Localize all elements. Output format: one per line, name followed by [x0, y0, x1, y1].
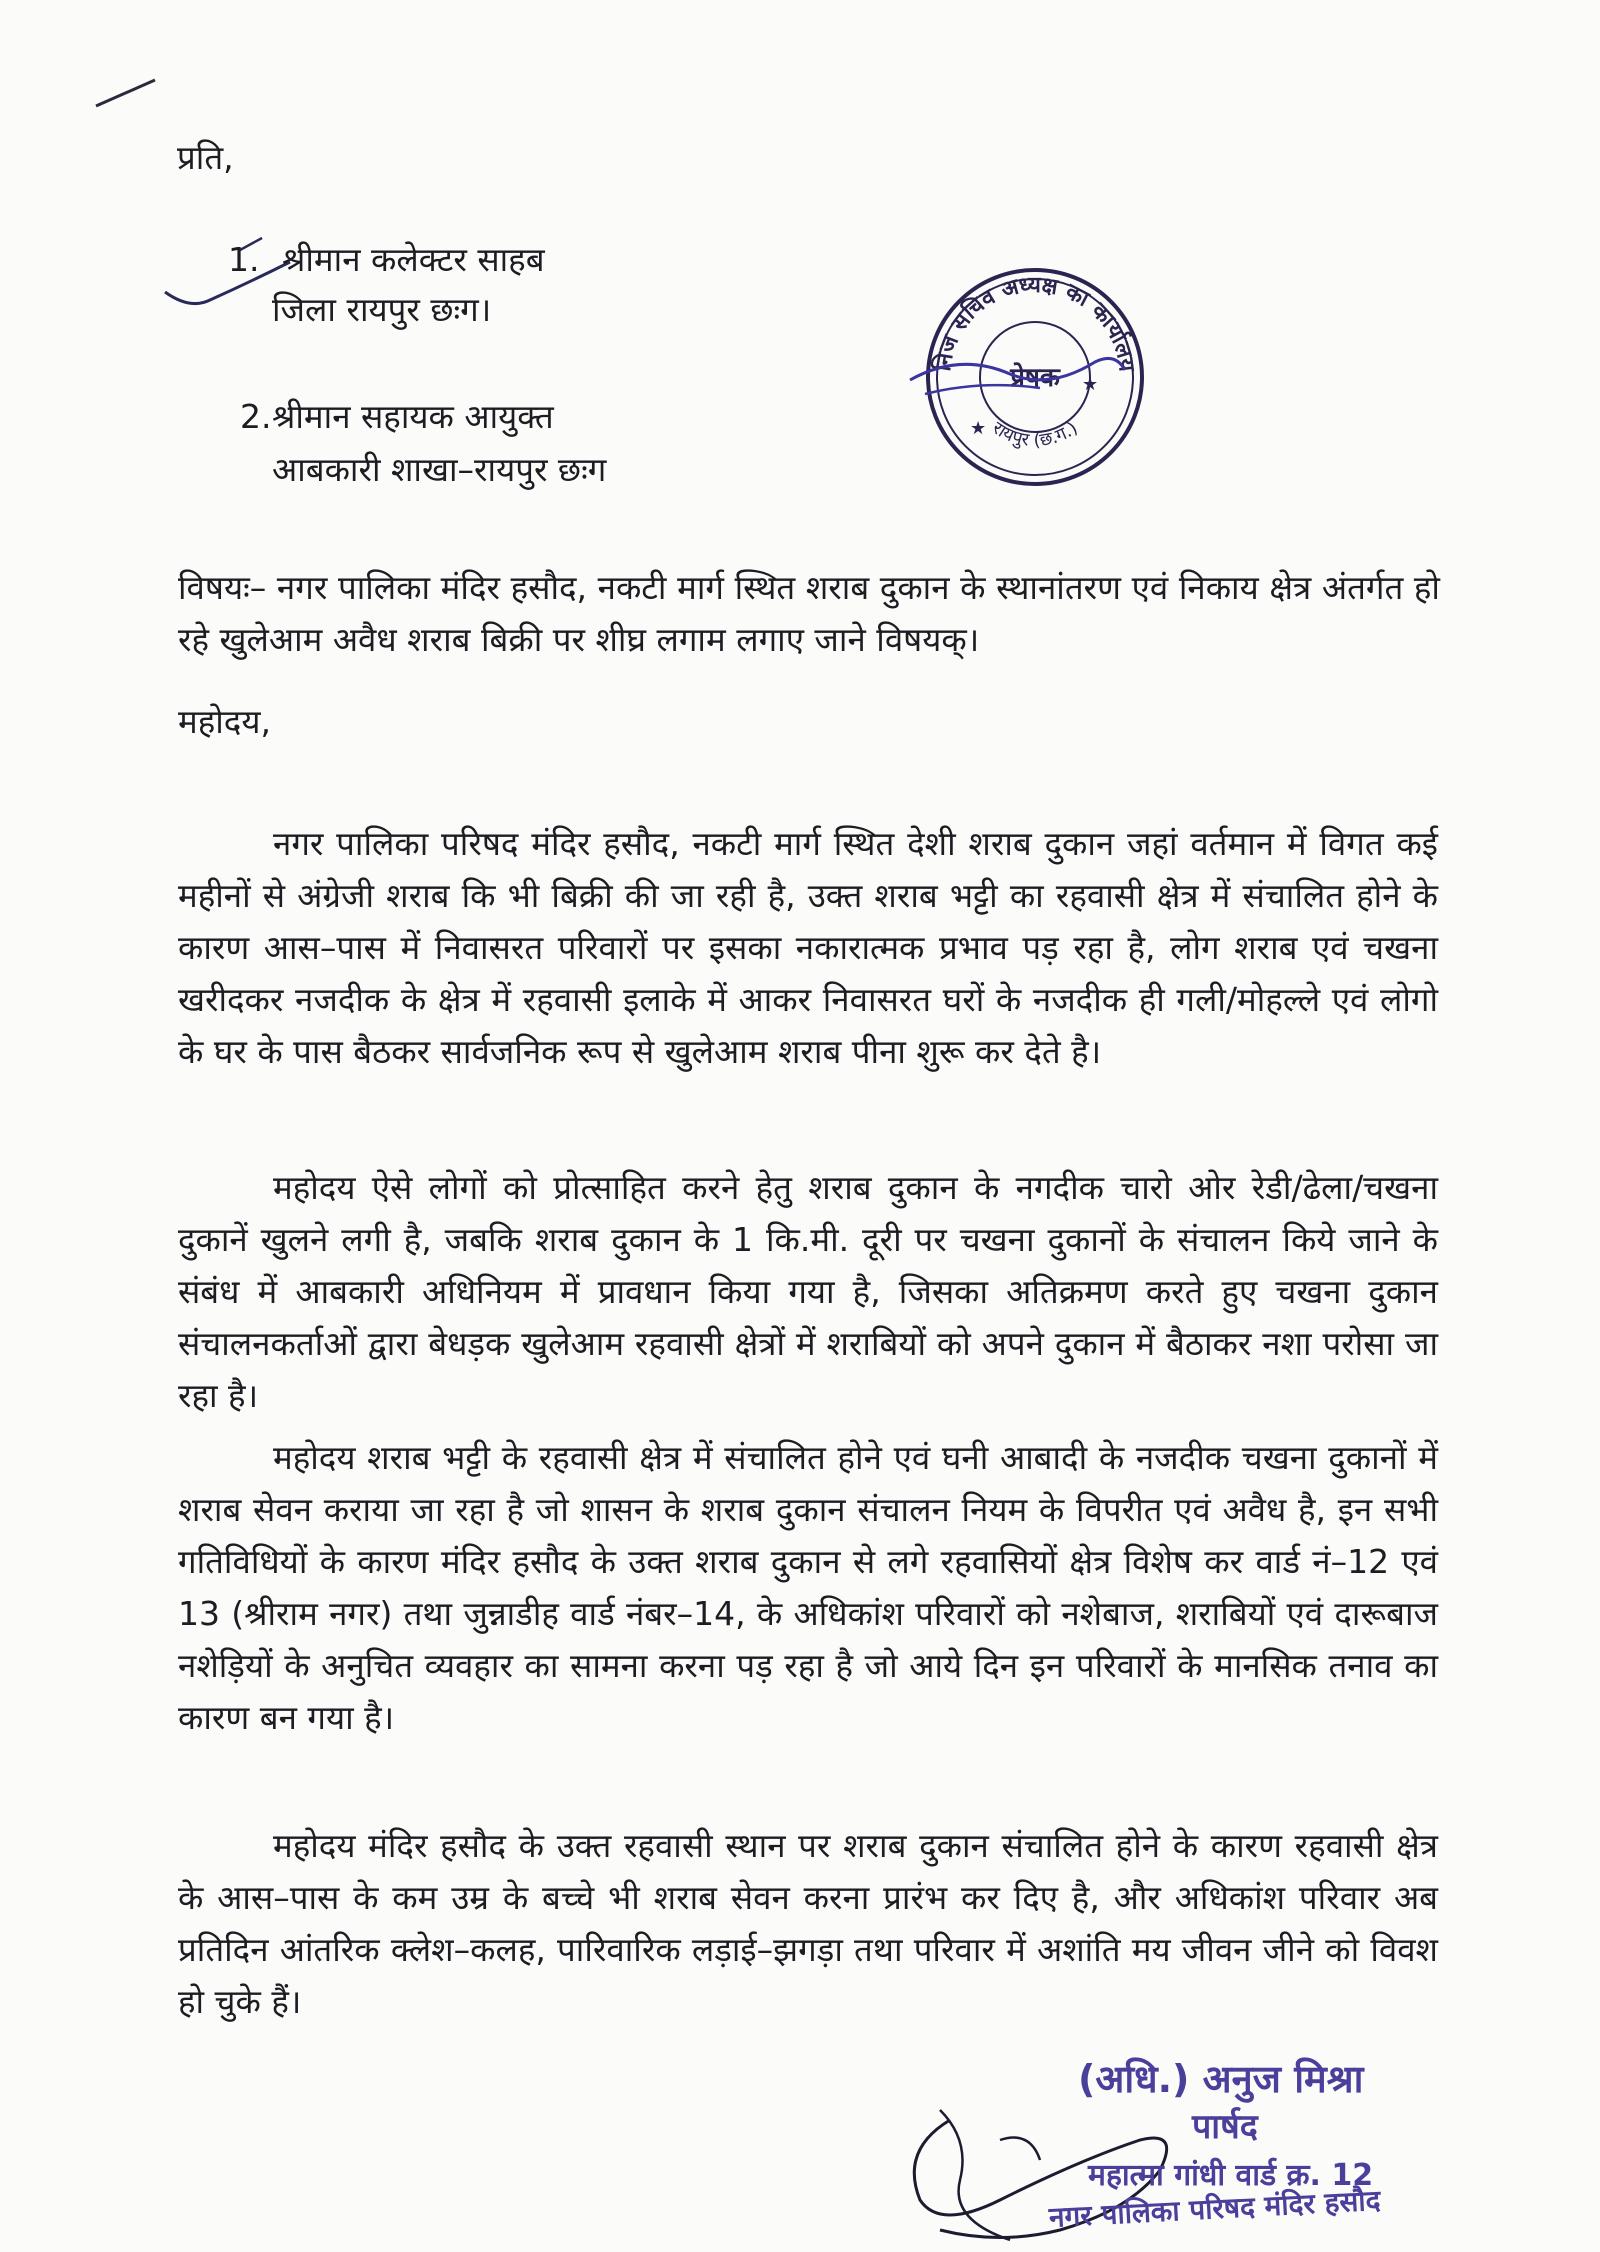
- seal-center-text: प्रेषक: [1010, 363, 1060, 393]
- seal-star-right: ★: [1082, 374, 1099, 395]
- subject-block: [178, 562, 1440, 666]
- body-paragraph-4: महोदय मंदिर हसौद के उक्त रहवासी स्थान पर शराब दुकान संचालित होने के कारण रहवासी क्षेत्र के आस–पास के कम उम्र के बच्चे भी शराब सेवन करना प्रारंभ कर दिए है, और अधिकांश परिवार अब प्रतिदिन आंतरिक क्लेश–कलह, पारिवारिक लड़ाई–झगड़ा तथा परिवार में अशांति मय जीवन जीने को विवश हो चुके हैं।: [178, 1826, 1438, 2021]
- recipient-2-number: 2.: [240, 397, 272, 436]
- recipient-1-line2: जिला रायपुर छःग।: [272, 290, 492, 329]
- subject-text: नगर पालिका मंदिर हसौद, नकटी मार्ग स्थित शराब दुकान के स्थानांतरण एवं निकाय क्षेत्र अंतर्गत हो रहे खुलेआम अवैध शराब बिक्री पर शीघ्र लगाम लगाए जाने विषयक्।: [178, 568, 1440, 659]
- recipient-2-line2: आबकारी शाखा–रायपुर छःग: [272, 450, 607, 489]
- subject-label: विषयः–: [178, 568, 267, 607]
- body-paragraph-1: नगर पालिका परिषद मंदिर हसौद, नकटी मार्ग स्थित देशी शराब दुकान जहां वर्तमान में विगत कई महीनों से अंग्रेजी शराब कि भी बिक्री की जा रही है, उक्त शराब भट्टी का रहवासी क्षेत्र में संचालित होने के कारण आस–पास में निवासरत परिवारों पर इसका नकारात्मक प्रभाव पड़ रहा है, लोग शराब एवं चखना खरीदकर नजदीक के क्षेत्र में रहवासी इलाके में आकर निवासरत घरों के नजदीक ही गली/मोहल्ले एवं लोगो के घर के पास बैठकर सार्वजनिक रूप से खुलेआम शराब पीना शुरू कर देते है।: [178, 824, 1438, 1071]
- round-seal: [920, 262, 1150, 492]
- top-dash-mark: [96, 80, 155, 106]
- recipient-1-number: 1.: [228, 240, 260, 279]
- signatory-ward: महात्मा गांधी वार्ड क्र. 12: [1088, 2158, 1374, 2193]
- seal-outer-text: निज सचिव अध्यक्ष का कार्यालय: [930, 272, 1139, 374]
- seal-bottom-text: रायपुर (छ.ग.): [988, 417, 1082, 452]
- signatory-name: (अधि.) अनुज मिश्रा: [1078, 2057, 1364, 2101]
- recipient-2-line1: श्रीमान सहायक आयुक्त: [272, 397, 554, 436]
- signatory-designation: पार्षद: [1192, 2107, 1258, 2147]
- salutation-to: प्रति,: [177, 138, 234, 177]
- body-paragraph-2: महोदय ऐसे लोगों को प्रोत्साहित करने हेतु शराब दुकान के नगदीक चारो ओर रेडी/ढेला/चखना दुकानें खुलने लगी है, जबकि शराब दुकान के 1 कि.मी. दूरी पर चखना दुकानों के संचालन किये जाने के संबंध में आबकारी अधिनियम में प्रावधान किया गया है, जिसका अतिक्रमण करते हुए चखना दुकान संचालनकर्ताओं द्वारा बेधड़क खुलेआम रहवासी क्षेत्रों में शराबियों को अपने दुकान में बैठाकर नशा परोसा जा रहा है।: [178, 1168, 1438, 1415]
- greeting: महोदय,: [178, 702, 271, 741]
- signatory-body: नगर पालिका परिषद मंदिर हसौद: [1048, 2183, 1382, 2234]
- round-seal-graphic: [920, 262, 1150, 492]
- recipient-1-line1: श्रीमान कलेक्टर साहब: [282, 240, 545, 279]
- body-paragraph-3: महोदय शराब भट्टी के रहवासी क्षेत्र में संचालित होने एवं घनी आबादी के नजदीक चखना दुकानों में शराब सेवन कराया जा रहा है जो शासन के शराब दुकान संचालन नियम के विपरीत एवं अवैध है, इन सभी गतिविधियों के कारण मंदिर हसौद के उक्त शराब दुकान से लगे रहवासियों क्षेत्र विशेष कर वार्ड नं–12 एवं 13 (श्रीराम नगर) तथा जुन्नाडीह वार्ड नंबर–14, के अधिकांश परिवारों को नशेबाज, शराबियों एवं दारूबाज नशेड़ियों के अनुचित व्यवहार का सामना करना पड़ रहा है जो आये दिन इन परिवारों के मानसिक तनाव का कारण बन गया है।: [178, 1438, 1438, 1737]
- seal-star-left: ★: [970, 418, 987, 439]
